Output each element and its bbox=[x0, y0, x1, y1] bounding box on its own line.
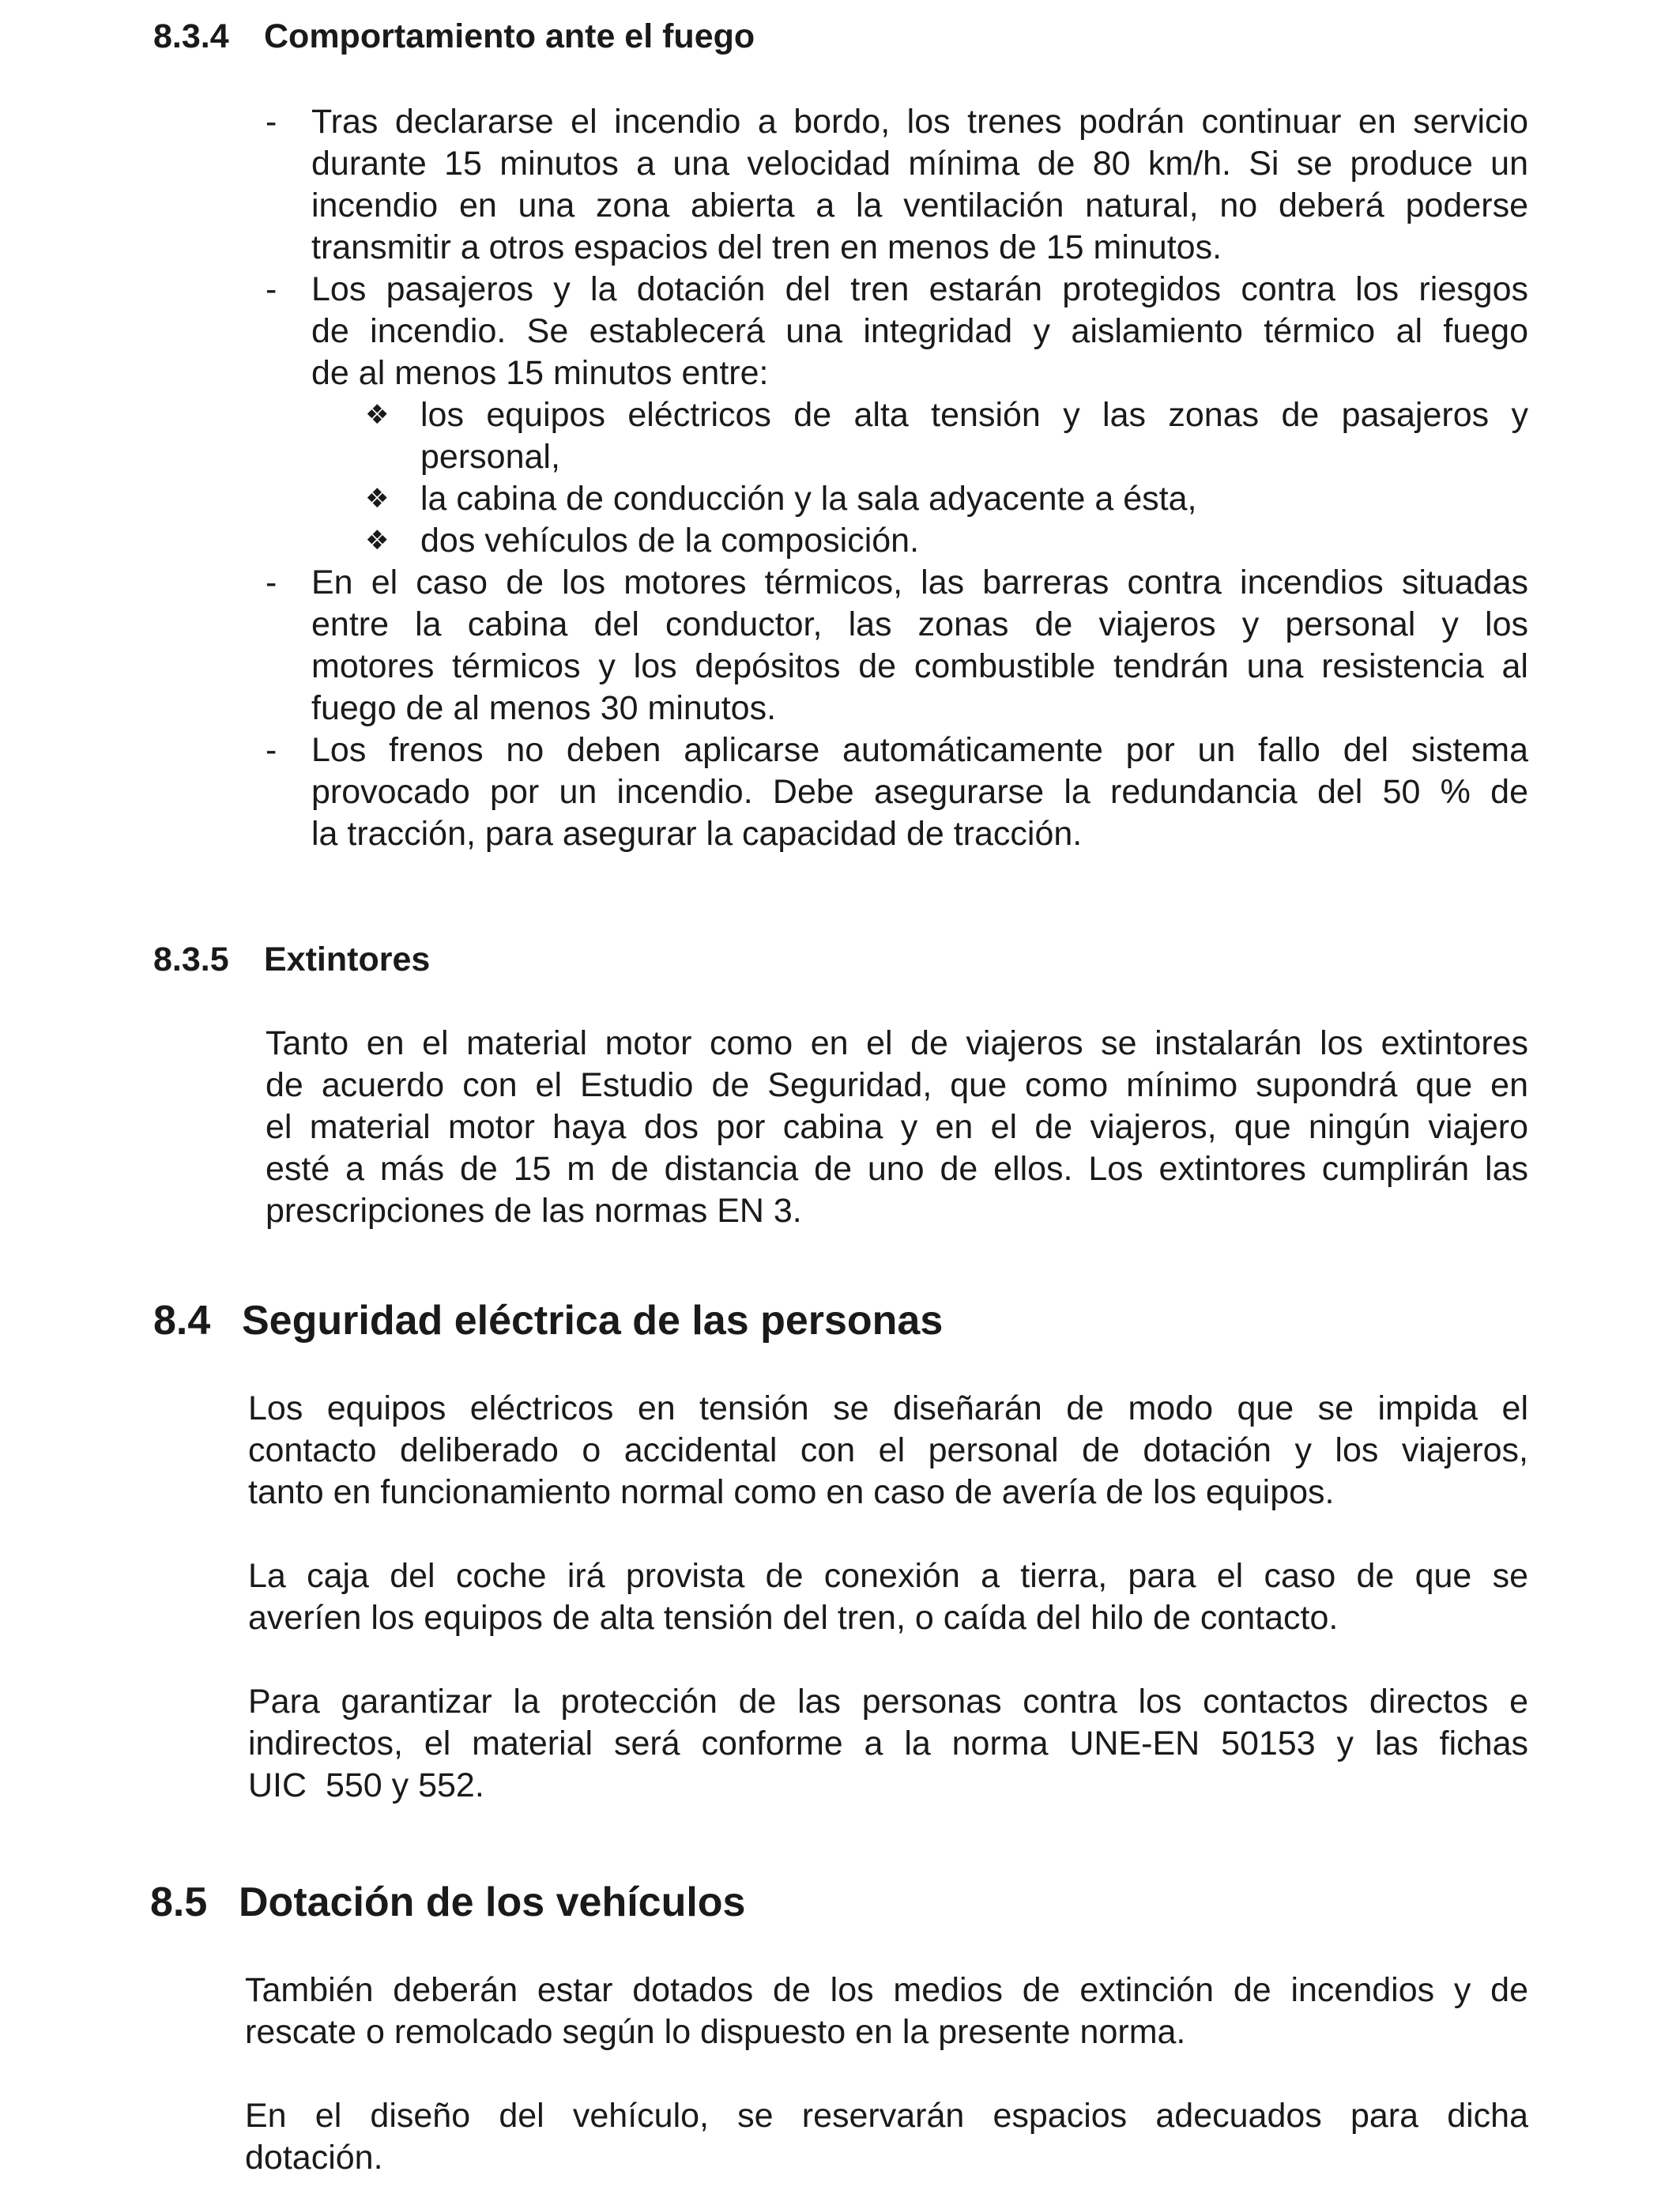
paragraph bbox=[248, 1555, 1528, 1639]
dash-bullet: - bbox=[266, 270, 277, 308]
text-line: indirectos, el material será conforme a la norma UNE-EN 50153 y las fichas bbox=[248, 1725, 1528, 1762]
section-title: Seguridad eléctrica de las personas bbox=[242, 1298, 944, 1344]
list-item bbox=[311, 101, 1528, 269]
sub-list-item bbox=[420, 478, 1528, 520]
text-line: dotación. bbox=[245, 2139, 383, 2177]
text-line: La caja del coche irá provista de conexión a tierra, para el caso de que se bbox=[248, 1557, 1528, 1595]
section-8-4-heading bbox=[153, 1296, 943, 1345]
sub-list-item bbox=[420, 520, 1528, 562]
text-line: los equipos eléctricos de alta tensión y las zonas de pasajeros y bbox=[420, 396, 1528, 434]
text-line: fuego de al menos 30 minutos. bbox=[311, 689, 777, 727]
text-line: dos vehículos de la composición. bbox=[420, 522, 920, 560]
diamond-bullet-icon: ❖ bbox=[365, 400, 390, 430]
dash-bullet: - bbox=[266, 731, 277, 769]
section-number: 8.3.5 bbox=[153, 941, 229, 978]
text-line: contacto deliberado o accidental con el personal de dotación y los viajeros, bbox=[248, 1431, 1528, 1469]
section-8-3-5-heading bbox=[153, 939, 430, 980]
text-line: transmitir a otros espacios del tren en menos de 15 minutos. bbox=[311, 228, 1222, 266]
text-line: Para garantizar la protección de las personas contra los contactos directos e bbox=[248, 1683, 1528, 1721]
text-line: entre la cabina del conductor, las zonas de viajeros y personal y los bbox=[311, 605, 1528, 643]
section-number: 8.4 bbox=[153, 1298, 211, 1344]
text-line: personal, bbox=[420, 438, 560, 476]
text-line: esté a más de 15 m de distancia de uno de ellos. Los extintores cumplirán las bbox=[266, 1150, 1528, 1188]
text-line: de acuerdo con el Estudio de Seguridad, que como mínimo supondrá que en bbox=[266, 1066, 1528, 1104]
text-line: durante 15 minutos a una velocidad mínima de 80 km/h. Si se produce un bbox=[311, 145, 1528, 183]
sub-list-item bbox=[420, 394, 1528, 478]
text-line: tanto en funcionamiento normal como en caso de avería de los equipos. bbox=[248, 1473, 1335, 1511]
diamond-bullet-icon: ❖ bbox=[365, 484, 390, 514]
text-line: Tras declararse el incendio a bordo, los trenes podrán continuar en servicio bbox=[311, 103, 1528, 141]
text-line: la cabina de conducción y la sala adyacente a ésta, bbox=[420, 480, 1197, 518]
text-line: incendio en una zona abierta a la ventilación natural, no deberá poderse bbox=[311, 187, 1528, 224]
text-line: motores térmicos y los depósitos de combustible tendrán una resistencia al bbox=[311, 647, 1528, 685]
text-line: Tanto en el material motor como en el de viajeros se instalarán los extintores bbox=[266, 1024, 1528, 1062]
text-line: de al menos 15 minutos entre: bbox=[311, 354, 769, 392]
section-8-5-heading bbox=[150, 1878, 745, 1927]
dash-bullet: - bbox=[266, 564, 277, 601]
text-line: rescate o remolcado según lo dispuesto en la presente norma. bbox=[245, 2013, 1186, 2051]
text-line: También deberán estar dotados de los medios de extinción de incendios y de bbox=[245, 1971, 1528, 2009]
text-line: la tracción, para asegurar la capacidad de tracción. bbox=[311, 815, 1083, 853]
list-item bbox=[311, 729, 1528, 855]
paragraph bbox=[245, 1970, 1528, 2053]
text-line: Los frenos no deben aplicarse automáticamente por un fallo del sistema bbox=[311, 731, 1528, 769]
section-number: 8.5 bbox=[150, 1879, 208, 1925]
paragraph bbox=[248, 1681, 1528, 1807]
text-line: UIC 550 y 552. bbox=[248, 1766, 484, 1804]
paragraph bbox=[248, 1388, 1528, 1514]
section-title: Dotación de los vehículos bbox=[239, 1879, 746, 1925]
paragraph bbox=[266, 1023, 1528, 1232]
text-line: Los equipos eléctricos en tensión se diseñarán de modo que se impida el bbox=[248, 1389, 1528, 1427]
text-line: averíen los equipos de alta tensión del tren, o caída del hilo de contacto. bbox=[248, 1599, 1339, 1637]
text-line: el material motor haya dos por cabina y en el de viajeros, que ningún viajero bbox=[266, 1108, 1528, 1146]
dash-bullet: - bbox=[266, 103, 277, 141]
diamond-bullet-icon: ❖ bbox=[365, 526, 390, 556]
list-item bbox=[311, 269, 1528, 394]
section-number: 8.3.4 bbox=[153, 17, 229, 55]
text-line: En el diseño del vehículo, se reservarán espacios adecuados para dicha bbox=[245, 2097, 1528, 2135]
text-line: Los pasajeros y la dotación del tren estarán protegidos contra los riesgos bbox=[311, 270, 1528, 308]
text-line: provocado por un incendio. Debe asegurarse la redundancia del 50 % de bbox=[311, 773, 1528, 811]
text-line: En el caso de los motores térmicos, las barreras contra incendios situadas bbox=[311, 564, 1528, 601]
text-line: prescripciones de las normas EN 3. bbox=[266, 1192, 802, 1230]
list-item bbox=[311, 562, 1528, 729]
section-title: Comportamiento ante el fuego bbox=[264, 17, 755, 55]
section-title: Extintores bbox=[264, 941, 431, 978]
paragraph bbox=[245, 2095, 1528, 2179]
section-8-3-4-heading bbox=[153, 16, 755, 57]
text-line: de incendio. Se establecerá una integridad y aislamiento térmico al fuego bbox=[311, 312, 1528, 350]
